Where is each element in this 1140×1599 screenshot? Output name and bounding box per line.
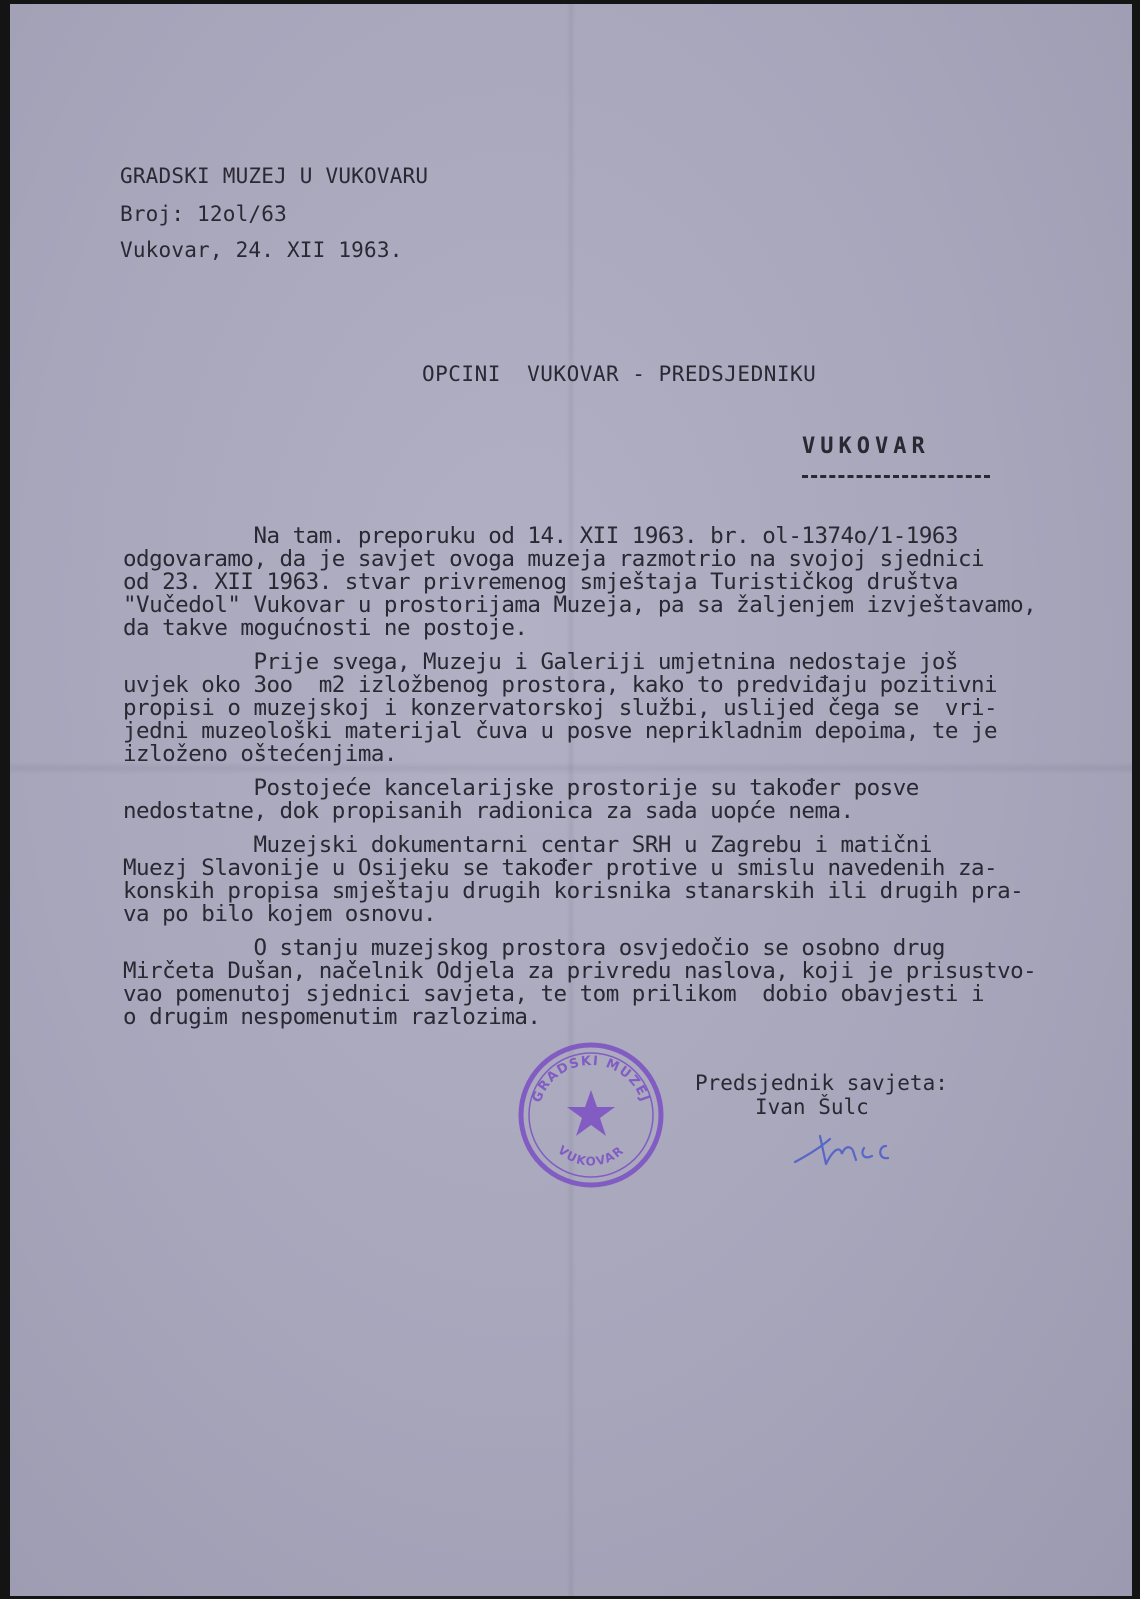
place-date: Vukovar, 24. XII 1963. [120, 238, 403, 262]
paragraph-2-line-4: jedni muzeološki materijal čuva u posve neprikladnim depoima, te je [123, 718, 998, 744]
paragraph-1-line-4: "Vučedol" Vukovar u prostorijama Muzeja, pa sa žaljenjem izvještavamo, [123, 592, 1037, 618]
paragraph-1-line-2: odgovaramo, da je savjet ovoga muzeja razmotrio na svojoj sjednici [123, 546, 985, 572]
paragraph-1-line-1: Na tam. preporuku od 14. XII 1963. br. ol-1374o/1-1963 [123, 523, 958, 549]
document-number: Broj: 12ol/63 [120, 202, 287, 226]
paragraph-1-line-3: od 23. XII 1963. stvar privremenog smještaja Turističkog društva [123, 569, 958, 595]
paragraph-4-line-1: Muzejski dokumentarni centar SRH u Zagrebu i matični [123, 832, 932, 858]
paragraph-2-line-5: izloženo oštećenjima. [123, 741, 397, 767]
recipient-city: VUKOVAR [802, 434, 930, 459]
star-icon [567, 1090, 615, 1136]
city-underline [802, 475, 990, 478]
paragraph-5-line-2: Mirčeta Dušan, načelnik Odjela za privredu naslova, koji je prisustvo- [123, 958, 1037, 984]
handwritten-signature-icon [790, 1124, 910, 1174]
paragraph-4-line-3: konskih propisa smještaju drugih korisnika stanarskih ili drugih pra- [123, 878, 1024, 904]
stamp-top-text: GRADSKI MUZEJ [529, 1053, 653, 1105]
paragraph-5-line-1: O stanju muzejskog prostora osvjedočio se osobno drug [123, 935, 945, 961]
paragraph-2-line-1: Prije svega, Muzeju i Galeriji umjetnina nedostaje još [123, 649, 958, 675]
institution-name: GRADSKI MUZEJ U VUKOVARU [120, 164, 429, 188]
stamp-bottom-text: VUKOVAR [555, 1142, 627, 1169]
paragraph-3-line-2: nedostatne, dok propisanih radionica za sada uopće nema. [123, 798, 854, 824]
museum-stamp [516, 1040, 666, 1190]
paragraph-2-line-3: propisi o muzejskoj i konzervatorskoj službi, uslijed čega se vri- [123, 695, 998, 721]
signature-title: Predsjednik savjeta: [695, 1071, 948, 1095]
paragraph-3-line-1: Postojeće kancelarijske prostorije su također posve [123, 775, 919, 801]
paragraph-5-line-3: vao pomenutoj sjednici savjeta, te tom prilikom dobio obavjesti i [123, 981, 985, 1007]
addressee: OPCINI VUKOVAR - PREDSJEDNIKU [422, 362, 817, 386]
letter-sheet [10, 4, 1132, 1596]
paragraph-5-line-4: o drugim nespomenutim razlozima. [123, 1004, 541, 1030]
paragraph-2-line-2: uvjek oko 3oo m2 izložbenog prostora, kako to predviđaju pozitivni [123, 672, 998, 698]
paragraph-4-line-4: va po bilo kojem osnovu. [123, 901, 437, 927]
signatory-name: Ivan Šulc [755, 1095, 869, 1119]
svg-text:VUKOVAR [555, 1143, 627, 1169]
paragraph-4-line-2: Muezj Slavonije u Osijeku se također protive u smislu navedenih za- [123, 855, 998, 881]
paragraph-1-line-5: da takve mogućnosti ne postoje. [123, 615, 528, 641]
